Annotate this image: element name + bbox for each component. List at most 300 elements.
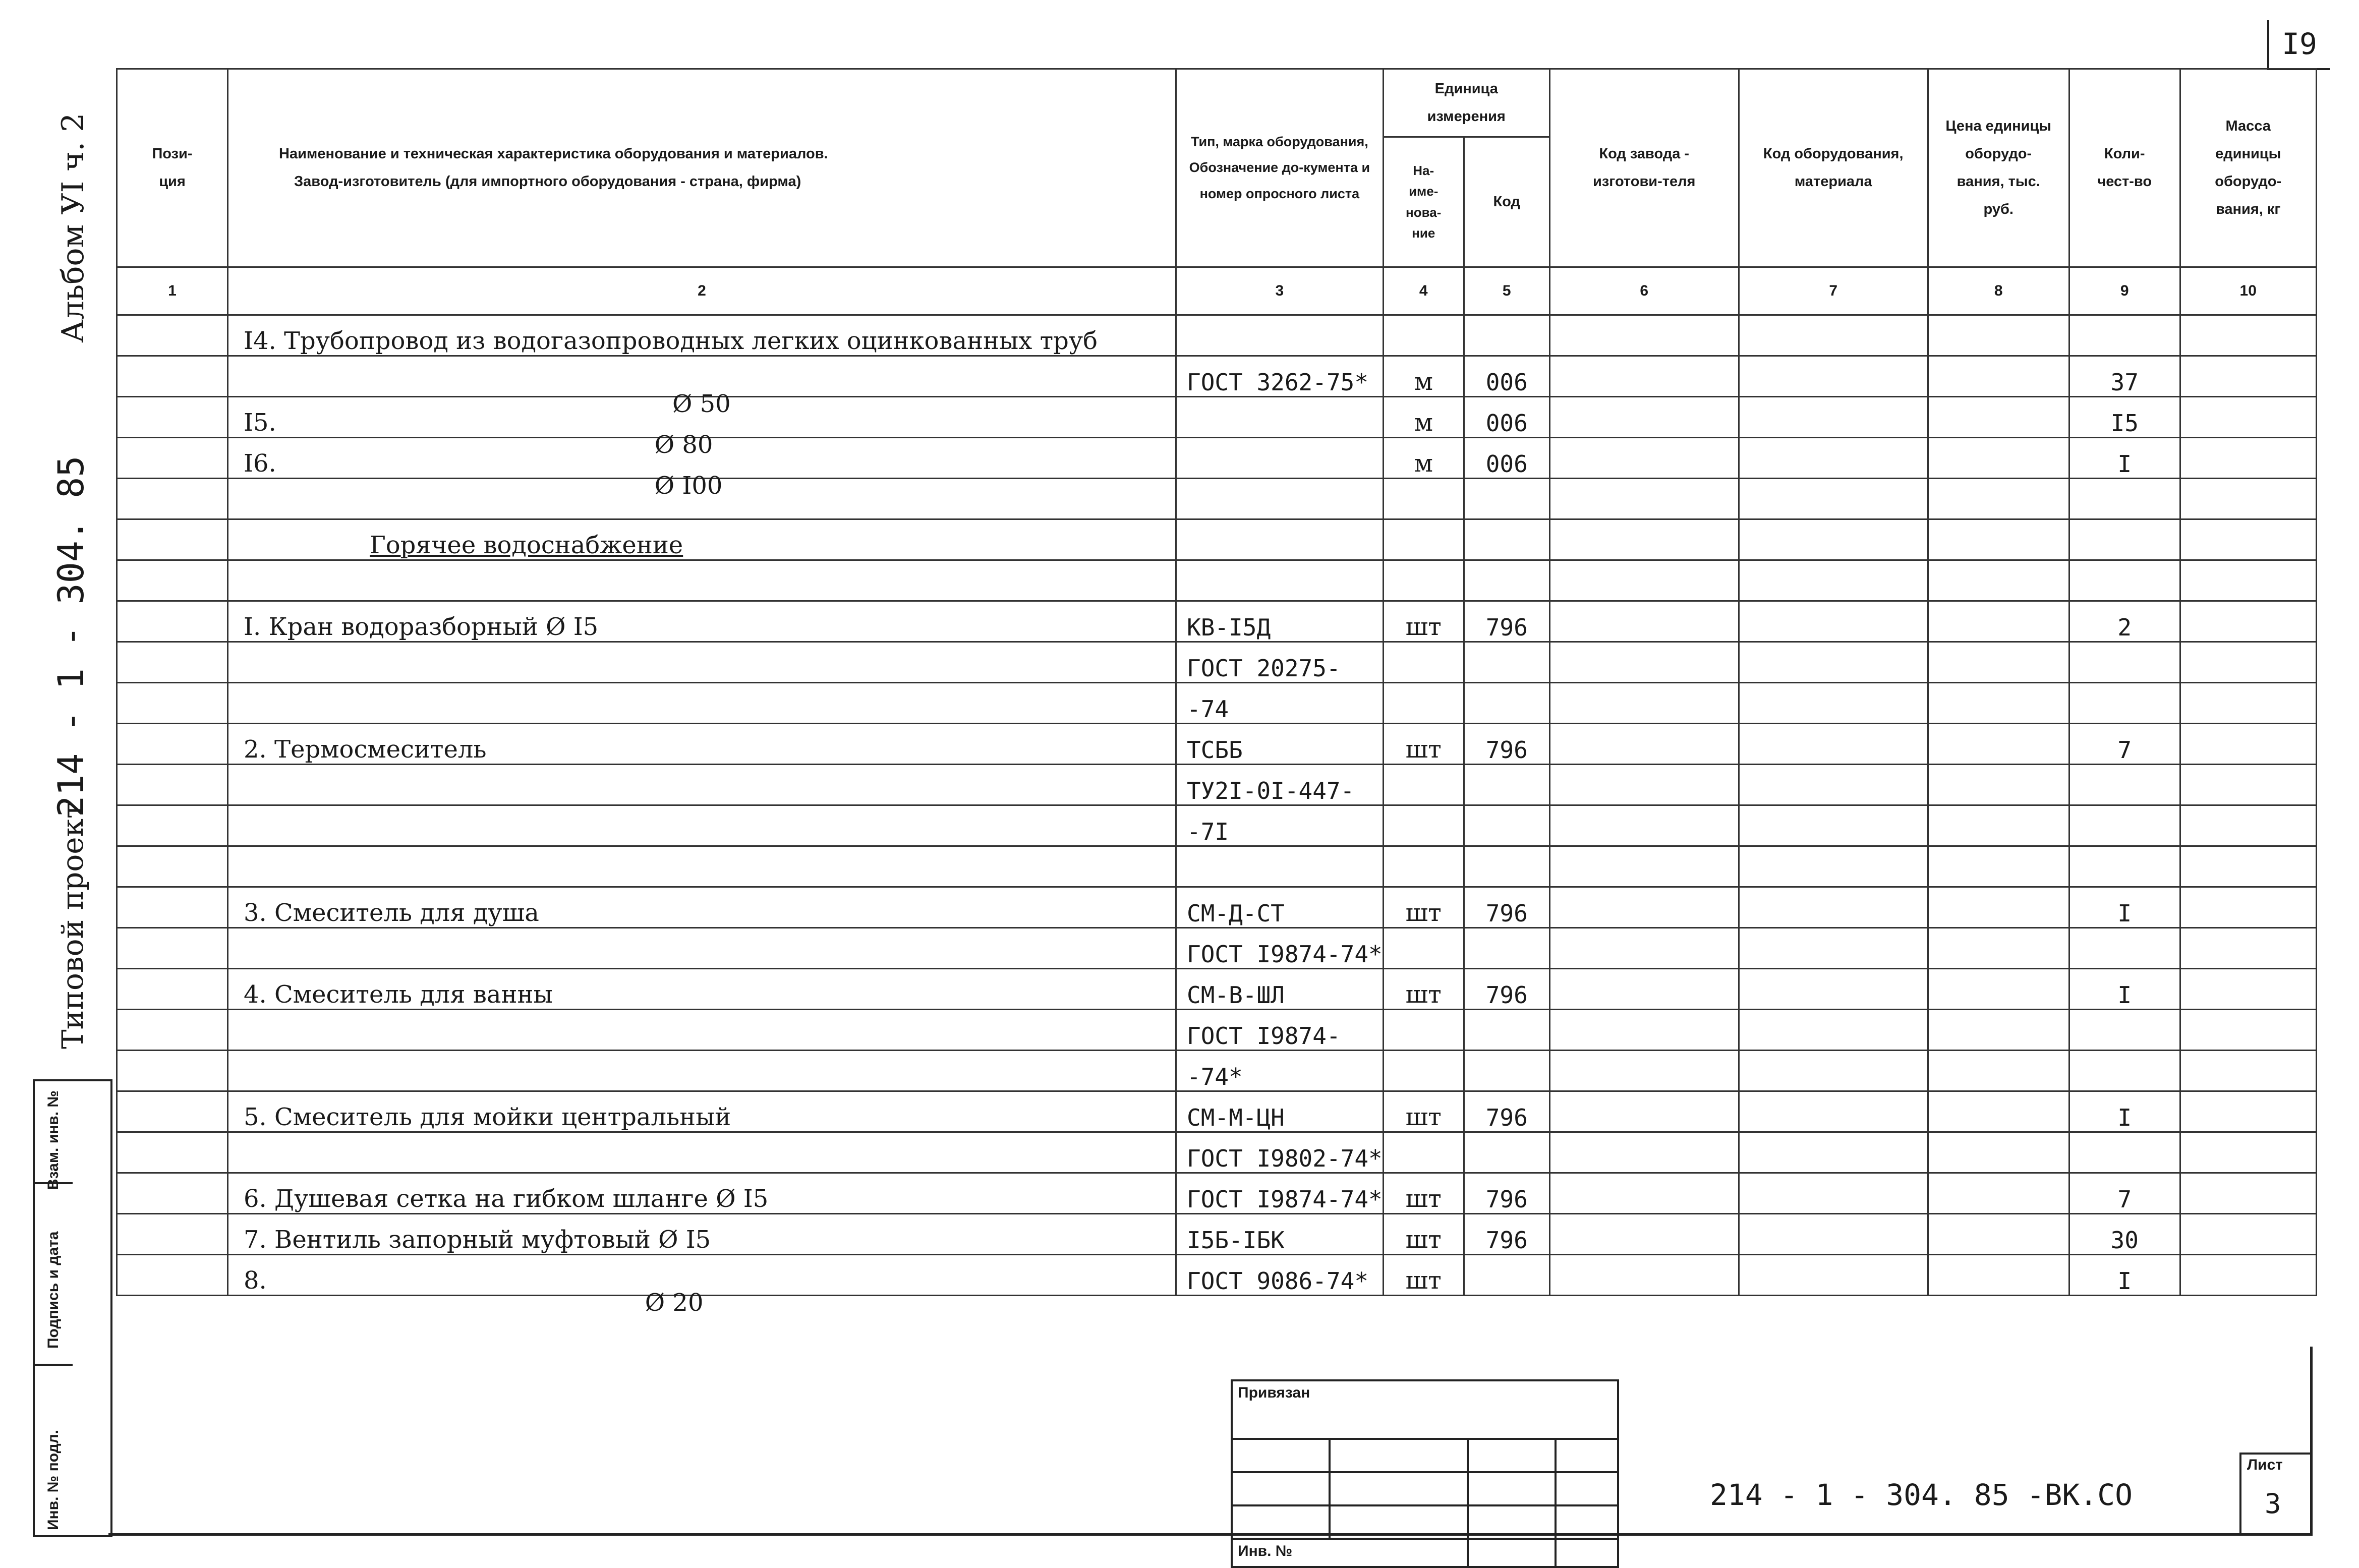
price-cell (1928, 479, 2069, 519)
name-cell (228, 1091, 1176, 1132)
specification-rows (117, 315, 2317, 1317)
equipment-code-cell (1739, 315, 1928, 356)
plant-code-cell (1549, 479, 1739, 519)
table-row (117, 1255, 2317, 1296)
plant-code-cell (1549, 397, 1739, 438)
plant-code-cell (1549, 1132, 1739, 1173)
equipment-code-cell (1739, 683, 1928, 724)
price-cell (1928, 1173, 2069, 1214)
plant-code-cell (1549, 887, 1739, 928)
position-cell (117, 1173, 228, 1214)
unit-name-cell (1383, 805, 1464, 846)
name-cell (228, 1132, 1176, 1173)
plant-code-cell (1549, 601, 1739, 642)
position-cell (117, 1010, 228, 1051)
item-name: 5. Смеситель для мойки центральный (244, 1103, 731, 1131)
table-row (117, 765, 2317, 805)
quantity-cell (2069, 560, 2180, 601)
header-quantity: Коли-чест-во (2069, 69, 2180, 267)
item-diameter: Ø 20 (645, 1289, 704, 1317)
mark-cell: I5Б-IБК (1176, 1214, 1384, 1255)
binding-cell (1232, 1472, 1330, 1505)
equipment-code-cell (1739, 601, 1928, 642)
name-cell (228, 1051, 1176, 1091)
position-cell (117, 479, 228, 519)
quantity-cell (2069, 765, 2180, 805)
table-row (117, 805, 2317, 846)
quantity-cell (2069, 683, 2180, 724)
name-cell (228, 1010, 1176, 1051)
plant-code-cell (1549, 642, 1739, 683)
column-number-7: 7 (1739, 267, 1928, 315)
mass-cell (2180, 519, 2316, 560)
unit-name-cell (1383, 765, 1464, 805)
mass-cell (2180, 601, 2316, 642)
name-cell (228, 765, 1176, 805)
unit-name-cell: шт (1383, 1214, 1464, 1255)
quantity-cell (2069, 315, 2180, 356)
column-number-1: 1 (117, 267, 228, 315)
binding-cell (1556, 1539, 1618, 1567)
mark-cell: ТСББ (1176, 724, 1384, 765)
unit-code-cell: 796 (1464, 969, 1549, 1010)
item-diameter: Ø I00 (654, 472, 723, 500)
table-row (117, 397, 2317, 438)
mark-cell: КВ-I5Д (1176, 601, 1384, 642)
unit-code-cell (1464, 765, 1549, 805)
column-number-4: 4 (1383, 267, 1464, 315)
mass-cell (2180, 1214, 2316, 1255)
unit-name-cell: шт (1383, 1255, 1464, 1296)
mark-cell (1176, 560, 1384, 601)
mass-cell (2180, 560, 2316, 601)
quantity-cell (2069, 1051, 2180, 1091)
quantity-cell: 7 (2069, 1173, 2180, 1214)
mass-cell (2180, 928, 2316, 969)
quantity-cell (2069, 846, 2180, 887)
price-cell (1928, 315, 2069, 356)
price-cell (1928, 601, 2069, 642)
quantity-cell: I (2069, 438, 2180, 479)
price-cell (1928, 1091, 2069, 1132)
unit-code-cell: 796 (1464, 1091, 1549, 1132)
price-cell (1928, 928, 2069, 969)
project-label: Типовой проект (55, 802, 90, 1049)
position-cell (117, 724, 228, 765)
sheet-number: 3 (2265, 1488, 2281, 1520)
name-cell (228, 805, 1176, 846)
mark-cell: -7I (1176, 805, 1384, 846)
plant-code-cell (1549, 765, 1739, 805)
table-row (117, 683, 2317, 724)
price-cell (1928, 519, 2069, 560)
unit-name-cell: шт (1383, 887, 1464, 928)
price-cell (1928, 765, 2069, 805)
header-unit-code: Код (1464, 137, 1549, 267)
column-number-6: 6 (1549, 267, 1739, 315)
equipment-code-cell (1739, 438, 1928, 479)
price-cell (1928, 1132, 2069, 1173)
header-price: Цена единицы оборудо-вания, тыс. руб. (1928, 69, 2069, 267)
table-row (117, 1214, 2317, 1255)
position-cell (117, 765, 228, 805)
equipment-code-cell (1739, 397, 1928, 438)
price-cell (1928, 438, 2069, 479)
name-cell (228, 315, 1176, 356)
equipment-code-cell (1739, 1051, 1928, 1091)
sheet-label: Лист (2247, 1457, 2283, 1473)
mark-cell: ГОСТ I9874-74* (1176, 1173, 1384, 1214)
mass-cell (2180, 1173, 2316, 1214)
unit-name-cell (1383, 479, 1464, 519)
equipment-code-cell (1739, 519, 1928, 560)
unit-code-cell (1464, 560, 1549, 601)
mass-cell (2180, 1255, 2316, 1296)
mark-cell (1176, 397, 1384, 438)
position-cell (117, 1091, 228, 1132)
name-cell (228, 1255, 1176, 1317)
mark-cell: -74 (1176, 683, 1384, 724)
mark-cell (1176, 438, 1384, 479)
quantity-cell: 37 (2069, 356, 2180, 397)
column-number-2: 2 (228, 267, 1176, 315)
position-cell (117, 601, 228, 642)
unit-code-cell (1464, 928, 1549, 969)
position-cell (117, 1132, 228, 1173)
quantity-cell (2069, 519, 2180, 560)
unit-name-cell: шт (1383, 1091, 1464, 1132)
binding-cell (1468, 1472, 1556, 1505)
unit-code-cell: 006 (1464, 438, 1549, 479)
mass-cell (2180, 1051, 2316, 1091)
column-number-10: 10 (2180, 267, 2316, 315)
unit-code-cell (1464, 1255, 1549, 1296)
mass-cell (2180, 315, 2316, 356)
equipment-code-cell (1739, 1010, 1928, 1051)
header-name (228, 69, 1176, 267)
mark-cell (1176, 519, 1384, 560)
header-name-line2: Завод-изготовитель (для импортного оборудования - страна, фирма) (294, 173, 801, 190)
quantity-cell (2069, 1010, 2180, 1051)
table-row (117, 356, 2317, 397)
unit-name-cell (1383, 928, 1464, 969)
plant-code-cell (1549, 1010, 1739, 1051)
quantity-cell: I (2069, 887, 2180, 928)
plant-code-cell (1549, 315, 1739, 356)
equipment-code-cell (1739, 479, 1928, 519)
inventory-number-label: Инв. № (1232, 1539, 1468, 1567)
position-cell (117, 846, 228, 887)
position-cell (117, 356, 228, 397)
plant-code-cell (1549, 846, 1739, 887)
mass-cell (2180, 887, 2316, 928)
column-number-9: 9 (2069, 267, 2180, 315)
unit-code-cell (1464, 683, 1549, 724)
mass-cell (2180, 438, 2316, 479)
position-cell (117, 805, 228, 846)
quantity-cell (2069, 479, 2180, 519)
quantity-cell: 2 (2069, 601, 2180, 642)
mass-cell (2180, 969, 2316, 1010)
unit-name-cell (1383, 519, 1464, 560)
mass-cell (2180, 479, 2316, 519)
header-name-line1: Наименование и техническая характеристика оборудования и материалов. (279, 145, 828, 162)
table-row (117, 1132, 2317, 1173)
unit-name-cell (1383, 846, 1464, 887)
binding-cell (1330, 1439, 1468, 1472)
item-name: 2. Термосмеситель (244, 735, 487, 764)
mass-cell (2180, 765, 2316, 805)
name-cell (228, 969, 1176, 1010)
position-cell (117, 969, 228, 1010)
mass-cell (2180, 397, 2316, 438)
price-cell (1928, 642, 2069, 683)
table-row (117, 315, 2317, 356)
privyazan-label: Привязан (1232, 1380, 1618, 1439)
mark-cell: ГОСТ 3262-75* (1176, 356, 1384, 397)
unit-name-cell: м (1383, 438, 1464, 479)
price-cell (1928, 356, 2069, 397)
plant-code-cell (1549, 1214, 1739, 1255)
table-row (117, 479, 2317, 519)
page-number: I9 (2267, 20, 2330, 70)
plant-code-cell (1549, 560, 1739, 601)
unit-code-cell: 796 (1464, 1214, 1549, 1255)
binding-cell (1330, 1505, 1468, 1539)
binding-cell (1468, 1439, 1556, 1472)
unit-code-cell (1464, 1051, 1549, 1091)
unit-name-cell (1383, 1132, 1464, 1173)
album-label: Альбом УI ч. 2 (55, 112, 91, 343)
item-name: 6. Душевая сетка на гибком шланге Ø I5 (244, 1185, 769, 1213)
mark-cell: ГОСТ 9086-74* (1176, 1255, 1384, 1296)
mark-cell: СМ-М-ЦН (1176, 1091, 1384, 1132)
equipment-code-cell (1739, 928, 1928, 969)
unit-code-cell (1464, 519, 1549, 560)
quantity-cell (2069, 1132, 2180, 1173)
unit-name-cell: шт (1383, 969, 1464, 1010)
quantity-cell (2069, 805, 2180, 846)
header-unit-name: На-име-нова-ние (1383, 137, 1464, 267)
position-cell (117, 642, 228, 683)
equipment-code-cell (1739, 642, 1928, 683)
column-number-8: 8 (1928, 267, 2069, 315)
price-cell (1928, 397, 2069, 438)
plant-code-cell (1549, 438, 1739, 479)
position-cell (117, 397, 228, 438)
name-cell (228, 642, 1176, 683)
position-cell (117, 1214, 228, 1255)
unit-name-cell (1383, 560, 1464, 601)
table-row (117, 724, 2317, 765)
mark-cell (1176, 479, 1384, 519)
table-row (117, 887, 2317, 928)
binding-cell (1468, 1539, 1556, 1567)
header-unit-group: Единица измерения (1383, 69, 1549, 137)
quantity-cell: I5 (2069, 397, 2180, 438)
equipment-code-cell (1739, 846, 1928, 887)
mass-cell (2180, 724, 2316, 765)
position-cell (117, 560, 228, 601)
table-row (117, 928, 2317, 969)
name-cell (228, 887, 1176, 928)
unit-code-cell (1464, 479, 1549, 519)
unit-name-cell: шт (1383, 1173, 1464, 1214)
binding-cell (1556, 1505, 1618, 1539)
mark-cell: ГОСТ I9874-74* (1176, 928, 1384, 969)
unit-code-cell (1464, 642, 1549, 683)
header-plant-code: Код завода - изготови-теля (1549, 69, 1739, 267)
name-cell (228, 560, 1176, 601)
item-name: 4. Смеситель для ванны (244, 980, 553, 1009)
table-row (117, 601, 2317, 642)
name-cell (228, 519, 1176, 560)
binding-cell (1468, 1505, 1556, 1539)
price-cell (1928, 1010, 2069, 1051)
price-cell (1928, 683, 2069, 724)
position-cell (117, 683, 228, 724)
unit-code-cell: 006 (1464, 356, 1549, 397)
specification-table (116, 68, 2317, 1317)
unit-name-cell: м (1383, 397, 1464, 438)
name-cell (228, 1214, 1176, 1255)
unit-code-cell: 796 (1464, 724, 1549, 765)
unit-name-cell (1383, 1010, 1464, 1051)
position-cell (117, 887, 228, 928)
item-name: 8. (244, 1266, 267, 1295)
item-name: I. Кран водоразборный Ø I5 (244, 613, 599, 641)
plant-code-cell (1549, 1051, 1739, 1091)
plant-code-cell (1549, 805, 1739, 846)
unit-name-cell: шт (1383, 724, 1464, 765)
binding-cell (1556, 1472, 1618, 1505)
equipment-code-cell (1739, 1255, 1928, 1296)
price-cell (1928, 969, 2069, 1010)
table-row (117, 1051, 2317, 1091)
unit-name-cell: м (1383, 356, 1464, 397)
unit-code-cell: 006 (1464, 397, 1549, 438)
header-position: Пози- ция (117, 69, 228, 267)
mass-cell (2180, 846, 2316, 887)
quantity-cell: I (2069, 969, 2180, 1010)
quantity-cell (2069, 928, 2180, 969)
unit-name-cell: шт (1383, 601, 1464, 642)
equipment-code-cell (1739, 887, 1928, 928)
approval-stamp-strip (33, 1079, 112, 1537)
document-code: 214 - 1 - 304. 85 -ВК.СО (1710, 1478, 2133, 1512)
mark-cell (1176, 846, 1384, 887)
table-row (117, 1091, 2317, 1132)
position-cell (117, 519, 228, 560)
quantity-cell: I (2069, 1255, 2180, 1296)
item-name: 7. Вентиль запорный муфтовый Ø I5 (244, 1226, 711, 1254)
item-name: I6. (244, 449, 276, 478)
stamp-label-signature: Подпись и дата (45, 1231, 62, 1349)
unit-code-cell: 796 (1464, 1173, 1549, 1214)
equipment-code-cell (1739, 765, 1928, 805)
quantity-cell: 30 (2069, 1214, 2180, 1255)
plant-code-cell (1549, 683, 1739, 724)
table-row (117, 560, 2317, 601)
column-number-5: 5 (1464, 267, 1549, 315)
mass-cell (2180, 683, 2316, 724)
item-diameter: Ø 50 (672, 390, 731, 418)
equipment-code-cell (1739, 356, 1928, 397)
unit-name-cell (1383, 642, 1464, 683)
item-name: 3. Смеситель для душа (244, 899, 539, 927)
mark-cell: ГОСТ 20275- (1176, 642, 1384, 683)
equipment-code-cell (1739, 1091, 1928, 1132)
price-cell (1928, 560, 2069, 601)
mass-cell (2180, 1091, 2316, 1132)
mark-cell: СМ-Д-СТ (1176, 887, 1384, 928)
plant-code-cell (1549, 1173, 1739, 1214)
item-name: I5. (244, 409, 276, 437)
price-cell (1928, 1214, 2069, 1255)
table-row (117, 969, 2317, 1010)
equipment-code-cell (1739, 805, 1928, 846)
binding-cell (1232, 1505, 1330, 1539)
table-row (117, 846, 2317, 887)
plant-code-cell (1549, 519, 1739, 560)
mark-cell: ГОСТ I9802-74* (1176, 1132, 1384, 1173)
price-cell (1928, 887, 2069, 928)
unit-code-cell (1464, 805, 1549, 846)
mass-cell (2180, 356, 2316, 397)
name-cell (228, 601, 1176, 642)
price-cell (1928, 1255, 2069, 1296)
position-cell (117, 438, 228, 479)
name-cell (228, 1173, 1176, 1214)
unit-code-cell (1464, 315, 1549, 356)
unit-name-cell (1383, 683, 1464, 724)
price-cell (1928, 724, 2069, 765)
position-cell (117, 1051, 228, 1091)
plant-code-cell (1549, 724, 1739, 765)
mark-cell (1176, 315, 1384, 356)
price-cell (1928, 805, 2069, 846)
table-row (117, 519, 2317, 560)
item-name: I4. Трубопровод из водогазопроводных легких оцинкованных труб (244, 327, 1098, 355)
stamp-label-inventory: Инв. № подл. (45, 1429, 62, 1530)
plant-code-cell (1549, 969, 1739, 1010)
table-row (117, 1010, 2317, 1051)
mass-cell (2180, 1010, 2316, 1051)
price-cell (1928, 846, 2069, 887)
quantity-cell (2069, 642, 2180, 683)
section-title: Горячее водоснабжение (370, 531, 683, 559)
column-number-3: 3 (1176, 267, 1384, 315)
mark-cell: -74* (1176, 1051, 1384, 1091)
unit-code-cell (1464, 1132, 1549, 1173)
mark-cell: ГОСТ I9874- (1176, 1010, 1384, 1051)
plant-code-cell (1549, 356, 1739, 397)
mass-cell (2180, 1132, 2316, 1173)
equipment-code-cell (1739, 1132, 1928, 1173)
plant-code-cell (1549, 1091, 1739, 1132)
mark-cell: СМ-В-ШЛ (1176, 969, 1384, 1010)
table-row (117, 642, 2317, 683)
table-row (117, 1173, 2317, 1214)
mass-cell (2180, 642, 2316, 683)
mark-cell: ТУ2I-0I-447- (1176, 765, 1384, 805)
price-cell (1928, 1051, 2069, 1091)
item-diameter: Ø 80 (654, 431, 713, 459)
equipment-code-cell (1739, 969, 1928, 1010)
equipment-code-cell (1739, 1214, 1928, 1255)
table-row (117, 438, 2317, 479)
header-equipment-code: Код оборудования, материала (1739, 69, 1928, 267)
